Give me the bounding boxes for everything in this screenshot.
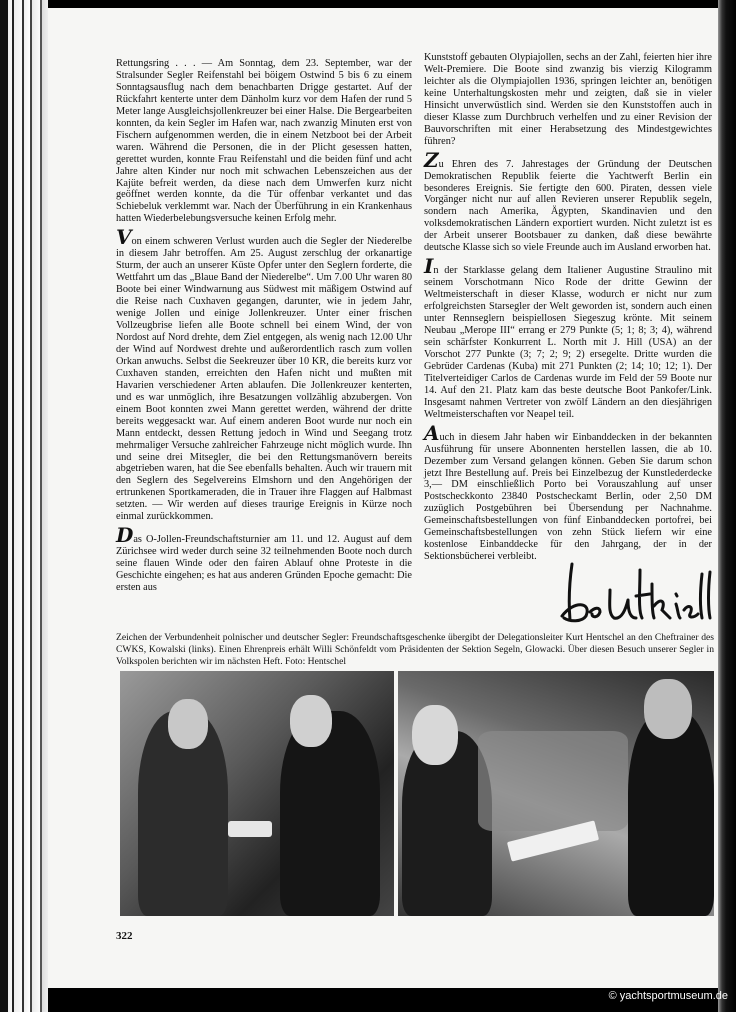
- paragraph-rescue-ring: Rettungsring . . . — Am Sonntag, dem 23. September, war der Stralsunder Segler Reifenstahl bei böigem Ostwind 5 bis 6 zu einem Sonntagsausflug nach dem benachbarten Drigge gestartet. Auf der Rückfahrt kenterte unter dem Dänholm kurz vor dem Hafen der rund 5 Meter lange Ausgleichsjollenkreuzer bei einer Halse. Die Bergearbeiten konnten, da kein Segler im Hafen war, nach zwanzig Minuten erst von Fischern aufgenommen werden, die in einem Netzboot bei der Arbeit waren. Während die Personen, die in der Plicht gesessen hatten, gerettet wurden, konnte Frau Reifenstahl und die beiden fünf und acht Jahre alten Kinder nur noch mit schwachen Lebenszeichen aus der Kajüte befreit werden, da diese nach dem Umwerfen kurz nicht geöffnet werden konnte, da die Tür offenbar verkantet und das Schiebeluk verklemmt war. Nach der Überführung in ein Krankenhaus hatten Wiederbelebungsversuche keinen Erfolg mehr.: [116, 58, 413, 225]
- person-face: [412, 705, 458, 765]
- crowd: [478, 731, 628, 831]
- paragraph-text: as O-Jollen-Freundschaftsturnier am 11. und 12. August auf dem Zürichsee wird weder durch seine 32 teilnehmenden Boote noch durch seine flauen Winde oder den fairen Ablauf ohne Proteste in die Geschichte eingehen; es hat aus anderen Gründen Epoche gemacht: Die ersten aus: [116, 534, 412, 594]
- paragraph-kunststoff: Kunststoff gebauten Olypiajollen, sechs an der Zahl, feierten hier ihre Welt-Premiere. Die Boote sind zwanzig bis vierzig Kilogramm leichter als die Olympiajollen 1936, springen leichter an, benötigen keine Unterhaltungskosten mehr und zeigten, daß sie in vieler Hinsicht unverwüstlich sind. Werden sie den Kunststoffen auch in dieser Klasse zum Durchbruch verhelfen und zu einer Revision der Bauvorschriften mit einer Herabsetzung des Mindestgewichtes führen?: [424, 52, 712, 147]
- paragraph-niederelbe: [116, 225, 412, 523]
- person-face: [644, 679, 692, 739]
- text-column-left: [116, 58, 412, 594]
- paragraph-text: on einem schweren Verlust wurden auch die Segler der Niederelbe in diesem Jahr betroffen. Am 25. August zerschlug der orkanartige Sturm, der auch an unserer Küste Opfer unter den Seglern forderte, die Wettfahrt um das „Blaue Band der Niederelbe“. Um 7.00 Uhr waren 80 Boote bei einer Windwarnung aus Südwest mit mäßigem Ostwind auf die Reise nach Cuxhaven gegangen, darunter, wie in jedem Jahr, wenige Jollen und einige Jollenkreuzer. Unter einer frischen Vollzeugbrise liefen alle Boote schnell bei einem Wind, der von Nordost auf Nord drehte, dem Ziel entgegen, als wenig nach 12.00 Uhr der Wind auf Nordwest drehte und außerordentlich rasch zum vollen Orkan anwuchs. Selbst die Seekreuzer über 10 KR, die bereits kurz vor Cuxhaven standen, erreichten den Hafen nicht und mußten mit Havarien verschiedener Arten ablaufen. Die Jollenkreuzer kenterten, und es war unmöglich, ihre Besatzungen vollzählig abzubergen. Von einem Boot konnten zwei Mann gerettet werden, während der dritte bereits weggesackt war. Auf einem anderen Boot wurde nur noch ein Mann entdeckt, dessen Rettung jedoch in Wind und Seegang trotz mehrmaliger Versuche zahlreicher Fahrzeuge nicht möglich wurde. Ihn und seine drei Mitsegler, die bei den Rettungsmanövern bereits abgetrieben waren, hat die See ebenfalls behalten. Auch wir trauern mit den Seglern des Segelvereins Elmshorn und den Angehörigen der ertrunkenen Sportkameraden, die in Trauer ihre Flaggen auf Halbmast setzten. — Wir werden auf dieses traurige Ereignis in Kürze noch einmal zurückkommen.: [116, 236, 412, 523]
- paragraph-text: u Ehren des 7. Jahrestages der Gründung der Deutschen Demokratischen Republik feierte die Yachtwerft Berlin ein besonderes Ereignis. Sie fertigte den 600. Piraten, dessen viele Vorgänger nicht nur auf allen Revieren unserer Republik segeln, sondern nach Amerika, Ägypten, Skandinavien und den volksdemokratischen Ländern exportiert wurden. Nicht zuletzt ist es der Arbeit unserer Bootsbauer zu danken, daß diese bewährte deutsche Klasse sich so viele Freunde auch im Ausland erworben hat.: [424, 158, 712, 254]
- person-figure: [628, 711, 714, 916]
- paragraph-yachtwerft: [424, 147, 712, 255]
- handwritten-signature: [548, 560, 718, 626]
- book-binding: [0, 0, 48, 1012]
- drop-initial: Z: [424, 147, 439, 172]
- paragraph-einbanddecken: [424, 420, 712, 563]
- drop-initial: I: [424, 254, 434, 279]
- drop-initial: D: [116, 523, 134, 548]
- paragraph-text: n der Starklasse gelang dem Italiener Augustine Straulino mit seinem Vorschotmann Nico Rode der dritte Gewinn der Weltmeisterschaft in dieser Klasse, wodurch er nicht nur zum erfolgreichsten Starsegler der Welt geworden ist, sondern auch einen unter Rennseglern beispiellosen Siegeszug krönte. Mit seinem Neubau „Merope III“ errang er 279 Punkte (5; 1; 8; 3; 4), während sein schärfster Konkurrent L. North mit J. Hill (USA) an der Vorschot 277 Punkte (3; 7; 2; 9; 2) ersegelte. Dritte wurden die Gebrüder Cardenas (Kuba) mit 271 Punkten (2; 14; 10; 12; 1). Der Titelverteidiger Carlos de Cardenas wurde im Feld der 59 Boote nur 14. Auf den 21. Platz kam das beste deutsche Boot Pankofer/Link. Insgesamt nahmen Vertreter von zwölf Ländern an den diesjährigen Weltmeisterschaften vor Neapel teil.: [424, 265, 712, 420]
- watermark: © yachtsportmuseum.de: [608, 990, 728, 1002]
- drop-initial: A: [424, 420, 440, 445]
- text-column-right: [424, 52, 712, 563]
- drop-initial: V: [116, 225, 132, 250]
- paragraph-zuerichsee: [116, 523, 412, 594]
- page-edge-shadow: [718, 0, 736, 1012]
- person-face: [168, 699, 208, 749]
- page-number: 322: [116, 930, 133, 942]
- photo-gift-handover: [120, 671, 394, 916]
- paragraph-starklasse: [424, 254, 712, 420]
- person-figure: [280, 711, 380, 916]
- paragraph-text: uch in diesem Jahr haben wir Einbanddecken in der bekannten Ausführung für unsere Abonnenten herstellen lassen, die ab 10. Dezember zum Versand gelangen können. Geben Sie darum schon jetzt Ihre Bestellung auf. Preis bei Einzelbezug der Kunstlederdecke 3,— DM einschließlich Porto bei Vorauszahlung auf unser Postscheckkonto 23840 Postscheckamt Berlin, oder 2,50 DM zuzüglich Postgebühren bei Übersendung per Nachnahme. Gemeinschaftsbestellungen von fünf Einbanddecken portofrei, bei Gemeinschaftsbestellungen von zehn Stück liefern wir eine kostenlose Einbanddecke für den Jahrgang, der in der Sektionsbücherei verbleibt.: [424, 431, 712, 563]
- photo-honour-prize: [398, 671, 714, 916]
- photo-caption: Zeichen der Verbundenheit polnischer und deutscher Segler: Freundschaftsgeschenke übergibt der Delegationsleiter Kurt Hentschel an den Cheftrainer des CWKS, Kowalski (links). Einen Ehrenpreis erhält Willi Schönfeldt vom Präsidenten der Sektion Segeln, Glowacki. Über diesen Besuch unserer Segler in Volkspolen berichten wir im nächsten Heft. Foto: Hentschel: [116, 632, 714, 667]
- person-face: [290, 695, 332, 747]
- gift-package: [228, 821, 272, 837]
